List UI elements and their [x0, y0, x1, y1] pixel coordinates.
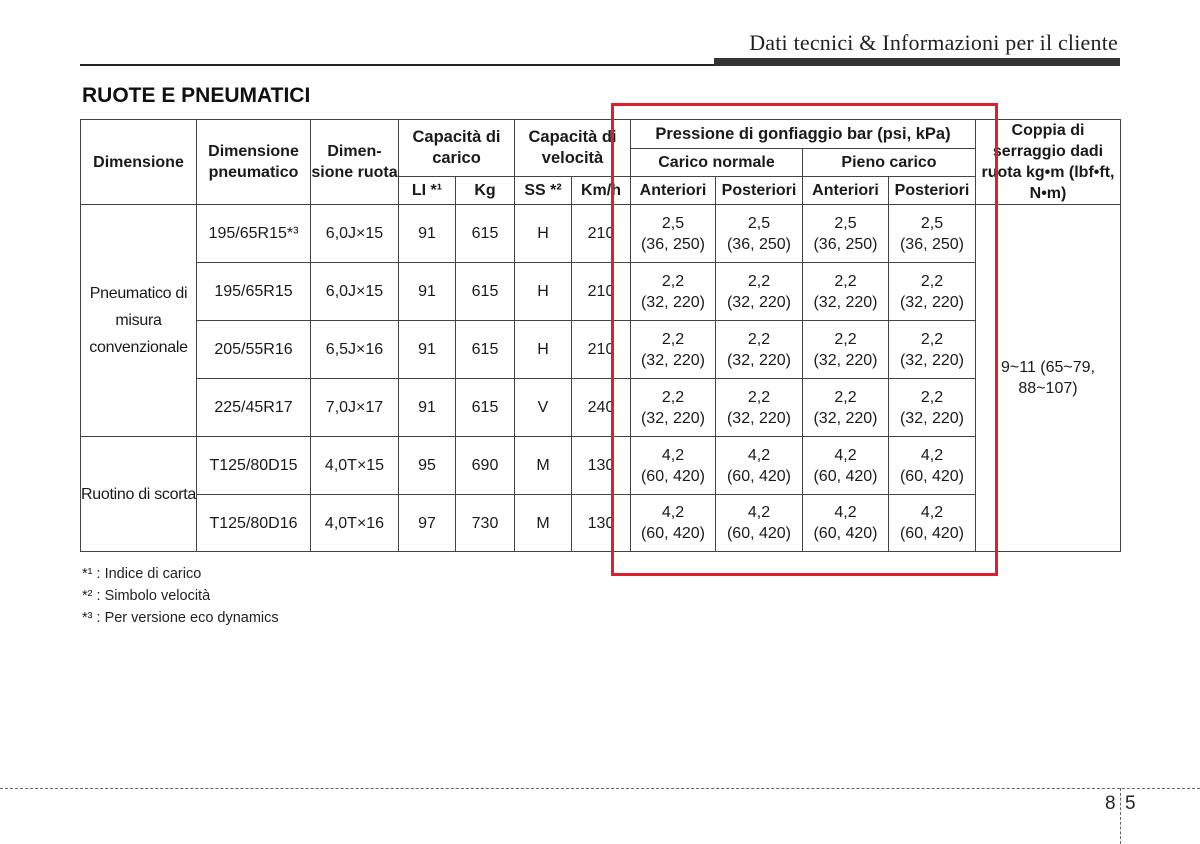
load-kg: 615 — [456, 321, 515, 379]
header-rule-thin — [80, 64, 720, 66]
load-index: 91 — [399, 379, 456, 437]
pressure-cell — [631, 379, 716, 437]
pressure-psi-kpa: (32, 220) — [899, 351, 965, 369]
speed-kmh: 130 — [572, 437, 631, 495]
table-row — [81, 437, 1121, 495]
pressure-cell — [716, 437, 803, 495]
header-pressione: Pressione di gonfiaggio bar (psi, kPa) — [631, 120, 976, 149]
header-coppia-serraggio: Coppia di serraggio dadi ruota kg•m (lbf•ft, N•m) — [976, 120, 1121, 205]
page-number-chapter: 8 — [1105, 793, 1116, 814]
pressure-psi-kpa: (32, 220) — [813, 293, 878, 311]
pressure-psi-kpa: (60, 420) — [726, 525, 792, 542]
footnote-item — [82, 563, 279, 585]
pressure-bar: 4,2 — [920, 504, 944, 521]
pressure-cell — [716, 495, 803, 552]
category-spare: Ruotino di scorta — [81, 437, 197, 552]
pressure-psi-kpa: (32, 220) — [640, 351, 706, 369]
speed-kmh: 210 — [572, 263, 631, 321]
pressure-psi-kpa: (32, 220) — [813, 409, 878, 427]
pressure-psi-kpa: (36, 250) — [899, 235, 965, 253]
pressure-bar: 2,5 — [661, 214, 685, 232]
wheel-size: 6,0J×15 — [311, 205, 399, 263]
speed-symbol: H — [515, 205, 572, 263]
footnote-item — [82, 585, 279, 607]
footnote-item — [82, 607, 279, 629]
speed-symbol: H — [515, 321, 572, 379]
load-kg: 615 — [456, 263, 515, 321]
pressure-cell — [889, 263, 976, 321]
footnote-text: : Indice di carico — [92, 566, 202, 582]
pressure-cell — [889, 379, 976, 437]
pressure-cell — [803, 263, 889, 321]
header-dimensione-ruota: Dimen- sione ruota — [311, 120, 399, 205]
header-li: LI *¹ — [399, 177, 456, 205]
tire-size: T125/80D16 — [197, 495, 311, 552]
pressure-psi-kpa: (32, 220) — [726, 351, 792, 369]
header-carico-normale: Carico normale — [631, 149, 803, 177]
pressure-psi-kpa: (32, 220) — [726, 293, 792, 311]
header-kmh: Km/h — [572, 177, 631, 205]
pressure-bar: 4,2 — [834, 446, 857, 464]
header-capacita-carico: Capacità di carico — [399, 120, 515, 177]
table-row — [81, 263, 1121, 321]
pressure-bar: 2,2 — [834, 388, 857, 406]
header-posteriori-pieno: Posteriori — [889, 177, 976, 205]
pressure-cell — [631, 321, 716, 379]
speed-kmh: 210 — [572, 205, 631, 263]
pressure-psi-kpa: (32, 220) — [640, 409, 706, 427]
pressure-cell — [889, 321, 976, 379]
pressure-cell — [803, 379, 889, 437]
pressure-psi-kpa: (32, 220) — [899, 293, 965, 311]
header-kg: Kg — [456, 177, 515, 205]
speed-kmh: 240 — [572, 379, 631, 437]
load-kg: 615 — [456, 205, 515, 263]
pressure-cell — [631, 495, 716, 552]
pressure-psi-kpa: (60, 420) — [726, 467, 792, 485]
page-number-divider — [1120, 788, 1121, 844]
pressure-psi-kpa: (32, 220) — [640, 293, 706, 311]
pressure-bar: 4,2 — [747, 504, 771, 521]
pressure-cell — [631, 437, 716, 495]
wheel-size: 4,0T×16 — [311, 495, 399, 552]
pressure-bar: 4,2 — [661, 504, 685, 521]
pressure-bar: 2,2 — [920, 272, 944, 290]
speed-kmh: 130 — [572, 495, 631, 552]
section-title: RUOTE E PNEUMATICI — [82, 84, 311, 107]
table-row — [81, 205, 1121, 263]
header-anteriori-pieno: Anteriori — [803, 177, 889, 205]
table-row — [81, 379, 1121, 437]
pressure-bar: 2,2 — [834, 330, 857, 348]
pressure-psi-kpa: (36, 250) — [813, 235, 878, 253]
footnotes — [82, 563, 279, 629]
load-index: 95 — [399, 437, 456, 495]
pressure-bar: 2,2 — [747, 388, 771, 406]
footnote-text: : Simbolo velocità — [92, 588, 211, 604]
pressure-bar: 2,2 — [747, 330, 771, 348]
load-index: 91 — [399, 205, 456, 263]
pressure-bar: 4,2 — [920, 446, 944, 464]
pressure-psi-kpa: (32, 220) — [813, 351, 878, 369]
footnote-text: : Per versione eco dynamics — [92, 610, 279, 626]
tire-spec-table — [80, 119, 1121, 552]
bottom-dashed-rule — [0, 788, 1200, 789]
header-capacita-velocita: Capacità di velocità — [515, 120, 631, 177]
pressure-cell — [716, 321, 803, 379]
pressure-cell — [803, 205, 889, 263]
pressure-cell — [631, 205, 716, 263]
pressure-bar: 2,2 — [920, 388, 944, 406]
pressure-psi-kpa: (32, 220) — [726, 409, 792, 427]
pressure-psi-kpa: (60, 420) — [899, 525, 965, 542]
wheel-size: 6,0J×15 — [311, 263, 399, 321]
pressure-bar: 4,2 — [747, 446, 771, 464]
tire-size: 195/65R15*³ — [197, 205, 311, 263]
speed-symbol: H — [515, 263, 572, 321]
header-dimensione: Dimensione — [81, 120, 197, 205]
footnote-mark: *² — [82, 588, 93, 604]
page-header-title: Dati tecnici & Informazioni per il cliente — [749, 30, 1118, 55]
pressure-bar: 2,2 — [661, 330, 685, 348]
pressure-psi-kpa: (32, 220) — [899, 409, 965, 427]
load-kg: 690 — [456, 437, 515, 495]
speed-symbol: V — [515, 379, 572, 437]
pressure-cell — [803, 495, 889, 552]
pressure-bar: 2,2 — [920, 330, 944, 348]
tire-size: 195/65R15 — [197, 263, 311, 321]
header-posteriori-normale: Posteriori — [716, 177, 803, 205]
pressure-cell — [889, 205, 976, 263]
speed-kmh: 210 — [572, 321, 631, 379]
footnote-mark: *¹ — [82, 566, 93, 582]
pressure-cell — [889, 437, 976, 495]
footnote-mark: *³ — [82, 610, 93, 626]
pressure-psi-kpa: (36, 250) — [726, 235, 792, 253]
pressure-bar: 2,5 — [747, 214, 771, 232]
pressure-psi-kpa: (60, 420) — [813, 467, 878, 485]
wheel-size: 6,5J×16 — [311, 321, 399, 379]
speed-symbol: M — [515, 437, 572, 495]
pressure-cell — [803, 437, 889, 495]
pressure-bar: 2,2 — [747, 272, 771, 290]
pressure-bar: 2,5 — [920, 214, 944, 232]
pressure-psi-kpa: (60, 420) — [640, 525, 706, 542]
load-index: 91 — [399, 321, 456, 379]
header-ss: SS *² — [515, 177, 572, 205]
pressure-psi-kpa: (60, 420) — [640, 467, 706, 485]
pressure-bar: 2,5 — [834, 214, 857, 232]
header-anteriori-normale: Anteriori — [631, 177, 716, 205]
speed-symbol: M — [515, 495, 572, 552]
pressure-cell — [716, 263, 803, 321]
load-kg: 730 — [456, 495, 515, 552]
pressure-psi-kpa: (36, 250) — [640, 235, 706, 253]
header-dimensione-pneumatico: Dimensione pneumatico — [197, 120, 311, 205]
category-conventional: Pneumatico di misura convenzionale — [81, 205, 197, 437]
pressure-cell — [716, 379, 803, 437]
pressure-bar: 4,2 — [834, 504, 857, 521]
header-pieno-carico: Pieno carico — [803, 149, 976, 177]
tire-size: T125/80D15 — [197, 437, 311, 495]
header-rule-thick — [714, 58, 1120, 66]
page-number-page: 5 — [1125, 793, 1136, 814]
wheel-size: 4,0T×15 — [311, 437, 399, 495]
pressure-bar: 2,2 — [661, 388, 685, 406]
tire-size: 225/45R17 — [197, 379, 311, 437]
pressure-cell — [889, 495, 976, 552]
pressure-bar: 2,2 — [661, 272, 685, 290]
load-index: 97 — [399, 495, 456, 552]
pressure-cell — [803, 321, 889, 379]
pressure-bar: 4,2 — [661, 446, 685, 464]
load-index: 91 — [399, 263, 456, 321]
pressure-cell — [631, 263, 716, 321]
table-row — [81, 321, 1121, 379]
wheel-size: 7,0J×17 — [311, 379, 399, 437]
pressure-psi-kpa: (60, 420) — [899, 467, 965, 485]
torque-value: 9~11 (65~79, 88~107) — [976, 205, 1121, 552]
load-kg: 615 — [456, 379, 515, 437]
table-row — [81, 495, 1121, 552]
pressure-bar: 2,2 — [834, 272, 857, 290]
pressure-cell — [716, 205, 803, 263]
pressure-psi-kpa: (60, 420) — [813, 525, 878, 542]
tire-size: 205/55R16 — [197, 321, 311, 379]
